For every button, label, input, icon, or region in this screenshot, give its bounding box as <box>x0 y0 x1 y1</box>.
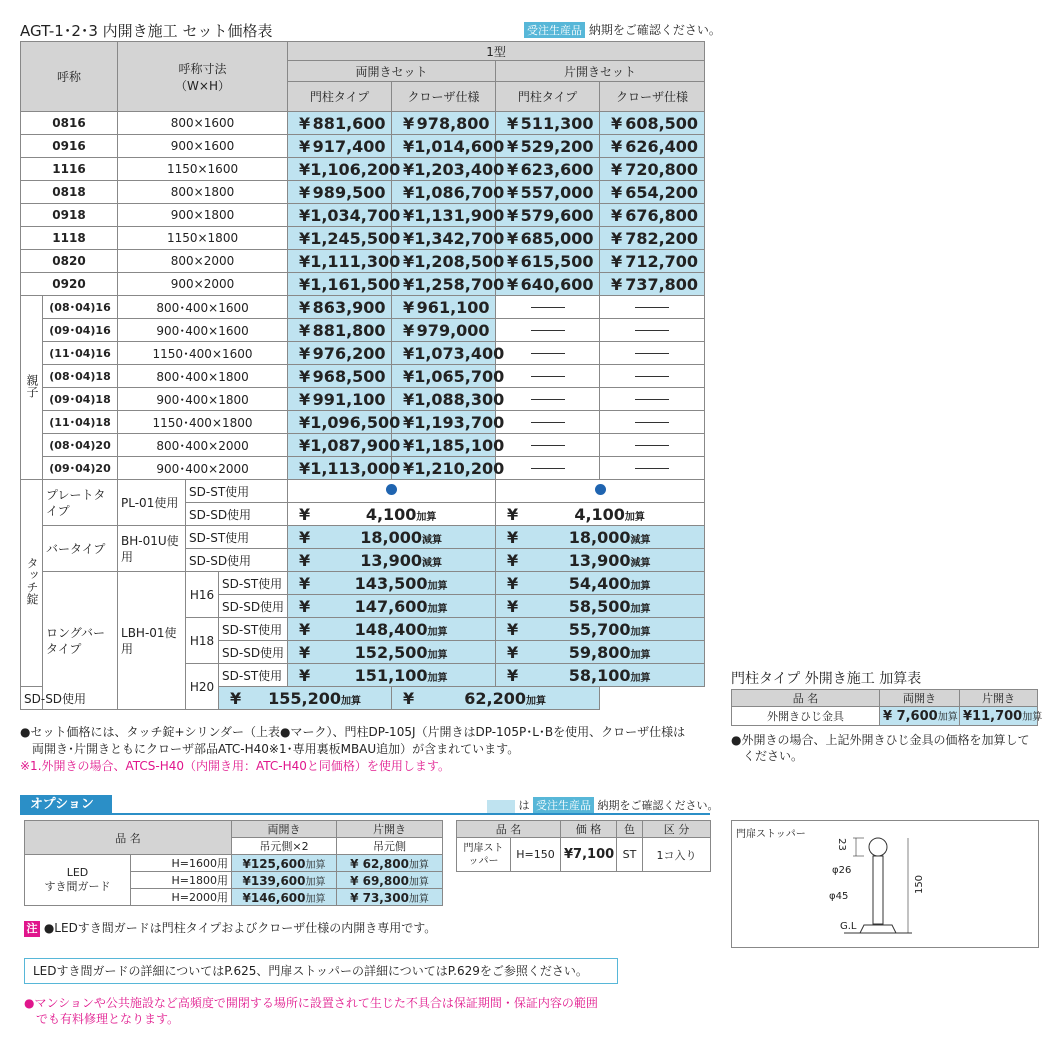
dash-icon <box>635 399 669 400</box>
row-size: 900×1600 <box>118 135 288 158</box>
stopper-height: H=150 <box>511 838 561 872</box>
h16-sdst: SD-ST使用 <box>219 572 288 595</box>
outer-add-table <box>731 689 1043 726</box>
price-cell: ¥ 1,210,200 <box>392 457 496 480</box>
h16-st-single: ¥ 54,400加算 <box>496 572 705 595</box>
bar-sdst: SD-ST使用 <box>186 526 288 549</box>
row-code: (08･04)20 <box>43 434 118 457</box>
h18-label: H18 <box>186 618 219 664</box>
plate-code: PL-01使用 <box>118 480 186 526</box>
h20-st-single: ¥ 58,100加算 <box>496 664 705 687</box>
price-cell: ¥ 1,106,200 <box>288 158 392 181</box>
price-cell: ¥ 720,800 <box>600 158 705 181</box>
dash-icon <box>635 307 669 308</box>
outer-price-double: ¥ 7,600加算 <box>880 707 960 726</box>
na-cell <box>496 388 600 411</box>
na-cell <box>496 457 600 480</box>
price-cell: ¥ 968,500 <box>288 365 392 388</box>
price-cell: ¥ 1,208,500 <box>392 250 496 273</box>
option-double-sub: 吊元側×2 <box>232 838 337 855</box>
row-code: 1116 <box>21 158 118 181</box>
price-cell: ¥ 976,200 <box>288 342 392 365</box>
led-s1: ¥ 62,800加算 <box>337 855 443 872</box>
row-size: 900･400×1800 <box>118 388 288 411</box>
bar-code: BH-01U使用 <box>118 526 186 572</box>
warranty-warning: ●マンションや公共施設など高頻度で開閉する場所に設置されて生じた不具合は保証期間・保証内容の範囲 でも有料修理となります。 <box>24 996 598 1026</box>
touch-label: タッチ錠 <box>21 480 43 687</box>
row-size: 900×2000 <box>118 273 288 296</box>
table-row <box>21 158 705 181</box>
option-title: オプション <box>20 795 112 814</box>
led-h1600: H=1600用 <box>131 855 232 872</box>
price-cell: ¥ 1,245,500 <box>288 227 392 250</box>
bar-st-double-price: ¥ 18,000減算 <box>288 526 496 549</box>
na-cell <box>600 411 705 434</box>
h18-sdsd: SD-SD使用 <box>219 641 288 664</box>
table-row <box>21 112 705 135</box>
header-type: 1型 <box>288 42 705 61</box>
bar-st-single-price: ¥ 18,000減算 <box>496 526 705 549</box>
led-guard-name: LED すき間ガード <box>25 855 131 906</box>
included-dot-icon <box>595 484 606 495</box>
outer-note: ●外開きの場合、上記外開きひじ金具の価格を加算して ください。 <box>731 733 1030 763</box>
price-cell: ¥ 623,600 <box>496 158 600 181</box>
plate-sd-single-price: ¥ 4,100加算 <box>496 503 705 526</box>
dash-icon <box>531 330 565 331</box>
dash-icon <box>531 353 565 354</box>
price-cell: ¥ 529,200 <box>496 135 600 158</box>
na-cell <box>600 434 705 457</box>
price-cell: ¥ 626,400 <box>600 135 705 158</box>
outer-header-single: 片開き <box>960 690 1038 707</box>
led-note: 注 ●LEDすき間ガードは門柱タイプおよびクローザ仕様の内開き専用です。 <box>24 919 436 937</box>
row-size: 1150×1800 <box>118 227 288 250</box>
option-single-sub: 吊元側 <box>337 838 443 855</box>
dash-icon <box>635 445 669 446</box>
na-cell <box>496 319 600 342</box>
price-cell: ¥ 737,800 <box>600 273 705 296</box>
h20-sd-single: ¥ 62,200加算 <box>392 687 600 710</box>
dim-phi45: φ45 <box>829 891 849 902</box>
note-footnote: ※1.外開きの場合、ATCS-H40（内開き用：ATC-H40と同価格）を使用します。 <box>20 759 450 773</box>
dash-icon <box>531 399 565 400</box>
stopper-division: 1コ入り <box>643 838 711 872</box>
table-row <box>21 135 705 158</box>
long-type: ロングバータイプ <box>43 572 118 710</box>
option-header-name: 品 名 <box>25 821 232 855</box>
row-code: 0818 <box>21 181 118 204</box>
row-size: 800×2000 <box>118 250 288 273</box>
option-header-single: 片開き <box>337 821 443 838</box>
ground-level-label: G.L <box>840 921 857 932</box>
price-cell: ¥ 1,073,400 <box>392 342 496 365</box>
row-size: 800･400×2000 <box>118 434 288 457</box>
stopper-header-color: 色 <box>617 821 643 838</box>
dim-150: 150 <box>914 874 926 895</box>
option-header-double: 両開き <box>232 821 337 838</box>
h20-sd-double: ¥ 155,200加算 <box>219 687 392 710</box>
note-mark: 注 <box>24 921 40 937</box>
price-cell: ¥ 782,200 <box>600 227 705 250</box>
row-size: 800･400×1800 <box>118 365 288 388</box>
row-size: 800･400×1600 <box>118 296 288 319</box>
stopper-diagram <box>732 821 1038 947</box>
stopper-diagram-title: 門扉ストッパー <box>736 829 806 840</box>
price-cell: ¥ 1,113,000 <box>288 457 392 480</box>
h18-st-double: ¥ 148,400加算 <box>288 618 496 641</box>
outer-header-name: 品 名 <box>732 690 880 707</box>
led-h2000: H=2000用 <box>131 889 232 906</box>
dash-icon <box>531 376 565 377</box>
row-code: (11･04)16 <box>43 342 118 365</box>
price-cell: ¥ 978,800 <box>392 112 496 135</box>
plate-sdst: SD-ST使用 <box>186 480 288 503</box>
header-closer-s: クローザ仕様 <box>600 82 705 112</box>
bar-sdsd: SD-SD使用 <box>186 549 288 572</box>
price-cell: ¥ 1,193,700 <box>392 411 496 434</box>
price-cell: ¥ 917,400 <box>288 135 392 158</box>
h20-label: H20 <box>186 664 219 710</box>
price-cell: ¥ 511,300 <box>496 112 600 135</box>
stopper-diagram-box <box>731 820 1039 948</box>
dash-icon <box>635 376 669 377</box>
header-single: 片開きセット <box>496 61 705 82</box>
led-d1: ¥125,600加算 <box>232 855 337 872</box>
dash-icon <box>531 468 565 469</box>
page-title: AGT-1･2･3 内開き施工 セット価格表 <box>20 22 273 40</box>
stopper-item: 門扉ストッパー <box>457 838 511 872</box>
row-code: (09･04)18 <box>43 388 118 411</box>
price-cell: ¥ 991,100 <box>288 388 392 411</box>
h18-sd-double: ¥ 152,500加算 <box>288 641 496 664</box>
row-size: 1150×1600 <box>118 158 288 181</box>
h18-sd-single: ¥ 59,800加算 <box>496 641 705 664</box>
led-h1800: H=1800用 <box>131 872 232 889</box>
price-cell: ¥ 1,088,300 <box>392 388 496 411</box>
reference-box: LEDすき間ガードの詳細についてはP.625、門扉ストッパーの詳細についてはP.629をご参照ください。 <box>24 958 618 984</box>
plate-dot-single <box>496 480 705 503</box>
price-cell: ¥ 685,000 <box>496 227 600 250</box>
price-cell: ¥ 640,600 <box>496 273 600 296</box>
notice-text: 納期をご確認ください。 <box>588 23 721 37</box>
na-cell <box>600 457 705 480</box>
stopper-price: ¥7,100 <box>561 838 617 872</box>
na-cell <box>496 365 600 388</box>
table-row <box>21 204 705 227</box>
row-size: 1150･400×1600 <box>118 342 288 365</box>
row-code: (08･04)18 <box>43 365 118 388</box>
stopper-table <box>456 820 711 872</box>
price-cell: ¥ 557,000 <box>496 181 600 204</box>
table-row <box>21 342 705 365</box>
table-row <box>21 181 705 204</box>
row-code: (09･04)16 <box>43 319 118 342</box>
row-code: 0920 <box>21 273 118 296</box>
price-cell: ¥ 1,111,300 <box>288 250 392 273</box>
h18-st-single: ¥ 55,700加算 <box>496 618 705 641</box>
price-cell: ¥ 1,185,100 <box>392 434 496 457</box>
stopper-header-price: 価 格 <box>561 821 617 838</box>
na-cell <box>600 342 705 365</box>
na-cell <box>600 319 705 342</box>
table-row <box>21 319 705 342</box>
header-name: 呼称 <box>21 42 118 112</box>
h20-sdsd: SD-SD使用 <box>21 687 43 710</box>
na-cell <box>600 365 705 388</box>
table-row <box>21 457 705 480</box>
na-cell <box>496 296 600 319</box>
row-code: 1118 <box>21 227 118 250</box>
price-cell: ¥ 881,800 <box>288 319 392 342</box>
price-cell: ¥ 1,203,400 <box>392 158 496 181</box>
price-cell: ¥ 961,100 <box>392 296 496 319</box>
na-cell <box>496 342 600 365</box>
price-cell: ¥ 676,800 <box>600 204 705 227</box>
dash-icon <box>531 422 565 423</box>
row-code: 0916 <box>21 135 118 158</box>
row-size: 800×1800 <box>118 181 288 204</box>
stopper-header-name: 品 名 <box>457 821 561 838</box>
option-table <box>24 820 443 906</box>
outer-header-double: 両開き <box>880 690 960 707</box>
price-cell: ¥ 1,034,700 <box>288 204 392 227</box>
plate-type: プレートタイプ <box>43 480 118 526</box>
price-cell: ¥ 1,014,600 <box>392 135 496 158</box>
h16-label: H16 <box>186 572 219 618</box>
plate-dot-double <box>288 480 496 503</box>
included-dot-icon <box>386 484 397 495</box>
plate-sd-double-price: ¥ 4,100加算 <box>288 503 496 526</box>
bar-sd-single-price: ¥ 13,900減算 <box>496 549 705 572</box>
row-code: 0820 <box>21 250 118 273</box>
h16-sdsd: SD-SD使用 <box>219 595 288 618</box>
set-price-note: ●セット価格には、タッチ錠+シリンダー（上表●マーク）、門柱DP-105J（片開きはDP-105P･L･Bを使用、クローザ仕様は 両開き･片開きともにクローザ部品ATC-H40※1･専用裏板MBAU追加）が含まれています。 ※1.外開きの場合、ATCS-H40（内開き用：ATC-H40と同価格）を使用します。 <box>20 725 686 773</box>
price-cell: ¥ 863,900 <box>288 296 392 319</box>
row-size: 900×1800 <box>118 204 288 227</box>
led-d2: ¥139,600加算 <box>232 872 337 889</box>
price-cell: ¥ 1,161,500 <box>288 273 392 296</box>
dash-icon <box>635 468 669 469</box>
led-s2: ¥ 69,800加算 <box>337 872 443 889</box>
header-post-d: 門柱タイプ <box>288 82 392 112</box>
table-row <box>21 250 705 273</box>
price-cell: ¥ 712,700 <box>600 250 705 273</box>
price-cell: ¥ 1,258,700 <box>392 273 496 296</box>
header-post-s: 門柱タイプ <box>496 82 600 112</box>
bar-type: バータイプ <box>43 526 118 572</box>
dash-icon <box>531 445 565 446</box>
price-cell: ¥ 1,086,700 <box>392 181 496 204</box>
row-code: 0816 <box>21 112 118 135</box>
main-price-table <box>20 41 705 710</box>
row-code: 0918 <box>21 204 118 227</box>
price-cell: ¥ 881,600 <box>288 112 392 135</box>
na-cell <box>600 296 705 319</box>
row-code: (09･04)20 <box>43 457 118 480</box>
h16-sd-single: ¥ 58,500加算 <box>496 595 705 618</box>
row-code: (11･04)18 <box>43 411 118 434</box>
led-d3: ¥146,600加算 <box>232 889 337 906</box>
h16-sd-double: ¥ 147,600加算 <box>288 595 496 618</box>
dash-icon <box>635 353 669 354</box>
row-size: 900･400×2000 <box>118 457 288 480</box>
legend-badge: 受注生産品 <box>533 797 594 813</box>
h20-st-double: ¥ 151,100加算 <box>288 664 496 687</box>
price-cell: ¥ 579,600 <box>496 204 600 227</box>
table-row <box>21 388 705 411</box>
price-cell: ¥ 1,096,500 <box>288 411 392 434</box>
header-size: 呼称寸法 （W×H） <box>118 42 288 112</box>
stopper-color: ST <box>617 838 643 872</box>
row-size: 900･400×1600 <box>118 319 288 342</box>
dash-icon <box>635 422 669 423</box>
long-code: LBH-01使用 <box>118 572 186 710</box>
price-cell: ¥ 989,500 <box>288 181 392 204</box>
price-cell: ¥ 615,500 <box>496 250 600 273</box>
dash-icon <box>531 307 565 308</box>
na-cell <box>600 388 705 411</box>
oyako-label: 親子 <box>21 296 43 480</box>
order-notice <box>524 21 721 38</box>
row-size: 800×1600 <box>118 112 288 135</box>
made-to-order-badge: 受注生産品 <box>524 22 585 38</box>
option-rule <box>20 813 710 815</box>
row-code: (08･04)16 <box>43 296 118 319</box>
price-cell: ¥ 654,200 <box>600 181 705 204</box>
outer-item: 外開きひじ金具 <box>732 707 880 726</box>
table-row <box>21 273 705 296</box>
outer-table-title: 門柱タイプ 外開き施工 加算表 <box>731 671 922 687</box>
table-row <box>21 227 705 250</box>
option-legend: は 受注生産品 納期をご確認ください。 <box>487 797 719 813</box>
h16-st-double: ¥ 143,500加算 <box>288 572 496 595</box>
dash-icon <box>635 330 669 331</box>
price-cell: ¥ 979,000 <box>392 319 496 342</box>
h18-sdst: SD-ST使用 <box>219 618 288 641</box>
price-cell: ¥ 608,500 <box>600 112 705 135</box>
table-row <box>21 434 705 457</box>
bar-sd-double-price: ¥ 13,900減算 <box>288 549 496 572</box>
table-row <box>21 296 705 319</box>
price-cell: ¥ 1,342,700 <box>392 227 496 250</box>
na-cell <box>496 434 600 457</box>
header-double: 両開きセット <box>288 61 496 82</box>
header-closer-d: クローザ仕様 <box>392 82 496 112</box>
price-cell: ¥ 1,131,900 <box>392 204 496 227</box>
dim-phi26: φ26 <box>832 865 852 876</box>
price-cell: ¥ 1,087,900 <box>288 434 392 457</box>
row-size: 1150･400×1800 <box>118 411 288 434</box>
price-cell: ¥ 1,065,700 <box>392 365 496 388</box>
outer-price-single: ¥11,700加算 <box>960 707 1038 726</box>
stopper-header-division: 区 分 <box>643 821 711 838</box>
blue-swatch <box>487 800 515 813</box>
table-row <box>21 365 705 388</box>
na-cell <box>496 411 600 434</box>
dim-23: 23 <box>835 838 847 851</box>
table-row <box>21 411 705 434</box>
plate-sdsd: SD-SD使用 <box>186 503 288 526</box>
led-s3: ¥ 73,300加算 <box>337 889 443 906</box>
h20-sdst: SD-ST使用 <box>219 664 288 687</box>
